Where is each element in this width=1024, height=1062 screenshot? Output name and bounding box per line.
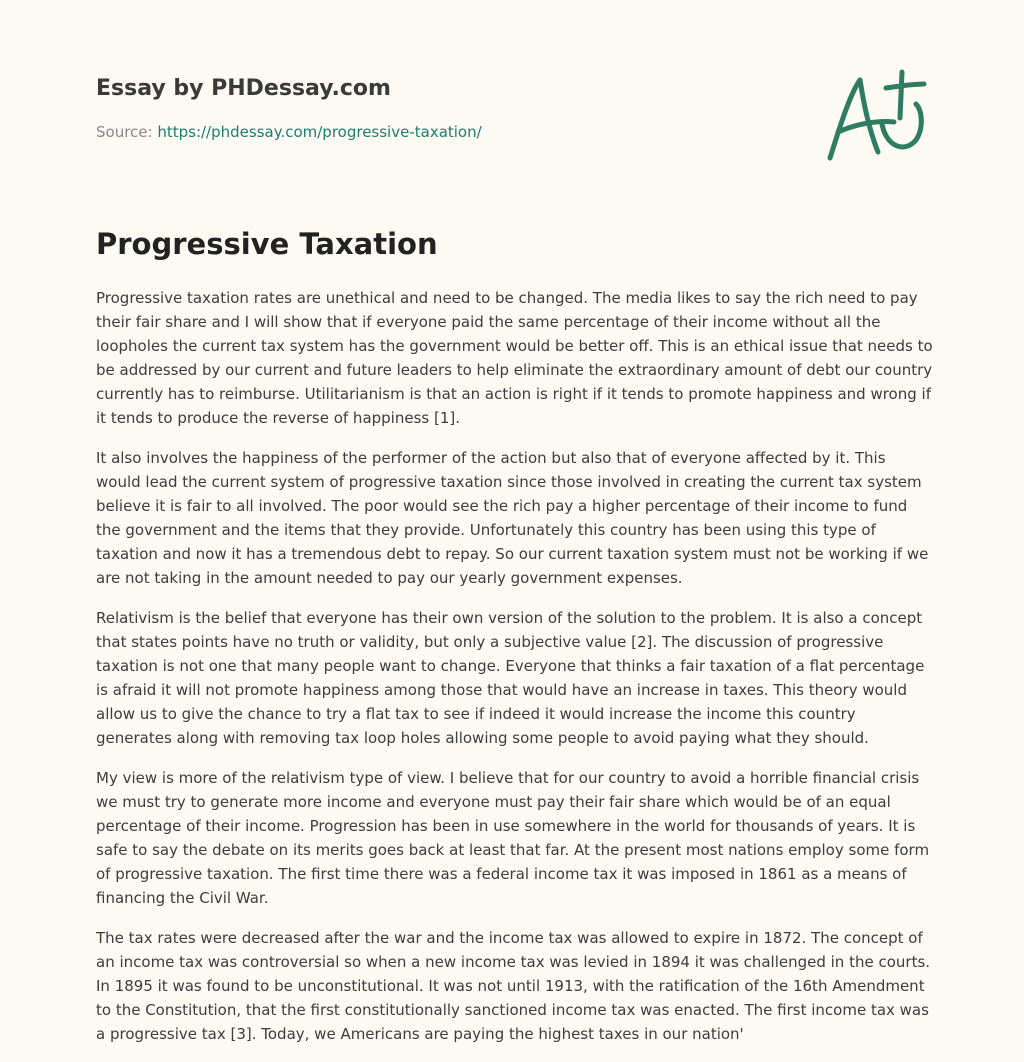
source-line (96, 122, 856, 142)
brand-title: Essay by PHDessay.com (96, 76, 391, 101)
article-paragraph: My view is more of the relativism type of view. I believe that for our country to avoid a horrible financial crisis we must try to generate more income and everyone must pay their fair share which would be of an equal percentage of their income. Progression has been in use somewhere in the world for thousands of years. It is safe to say the debate on its merits goes back at least that far. At the present most nations employ some form of progressive taxation. The first time there was a federal income tax it was imposed in 1861 as a means of financing the Civil War. (96, 769, 930, 907)
article-paragraph: Relativism is the belief that everyone has their own version of the solution to the problem. It is also a concept that states points have no truth or validity, but only a subjective value [2]. The discussion of progressive taxation is not one that many people want to change. Everyone that thinks a fair taxation of a flat percentage is afraid it will not promote happiness among those that would have an increase in taxes. This theory would allow us to give the chance to try a flat tax to see if indeed it would increase the income this country generates along with removing tax loop holes allowing some people to avoid paying what they should. (96, 609, 925, 747)
article-body (96, 286, 934, 1062)
article-title: Progressive Taxation (96, 227, 438, 261)
article-paragraph: Progressive taxation rates are unethical and need to be changed. The media likes to say the rich need to pay their fair share and I will show that if everyone paid the same percentage of their income without all the loopholes the current tax system has the government would be better off. This is an ethical issue that needs to be addressed by our current and future leaders to help eliminate the extraordinary amount of debt our country currently has to reimburse. Utilitarianism is that an action is right if it tends to promote happiness and wrong if it tends to produce the reverse of happiness [1]. (96, 289, 933, 427)
source-label: Source: (96, 123, 158, 141)
page-header (96, 74, 856, 142)
article-paragraph: The tax rates were decreased after the war and the income tax was allowed to expire in 1872. The concept of an income tax was controversial so when a new income tax was levied in 1894 it was challenged in the courts. In 1895 it was found to be unconstitutional. It was not until 1913, with the ratification of the 16th Amendment to the Constitution, that the first constitutionally sanctioned income tax was enacted. The first income tax was a progressive tax [3]. Today, we Americans are paying the highest taxes in our nation' (96, 929, 931, 1043)
a-plus-logo-icon (820, 66, 932, 166)
article-paragraph: It also involves the happiness of the performer of the action but also that of everyone affected by it. This would lead the current system of progressive taxation since those involved in creating the current tax system believe it is fair to all involved. The poor would see the rich pay a higher percentage of their income to fund the government and the items that they provide. Unfortunately this country has been using this type of taxation and now it has a tremendous debt to repay. So our current taxation system must not be working if we are not taking in the amount needed to pay our yearly government expenses. (96, 449, 929, 587)
source-link[interactable]: https://phdessay.com/progressive-taxation/ (157, 123, 482, 141)
